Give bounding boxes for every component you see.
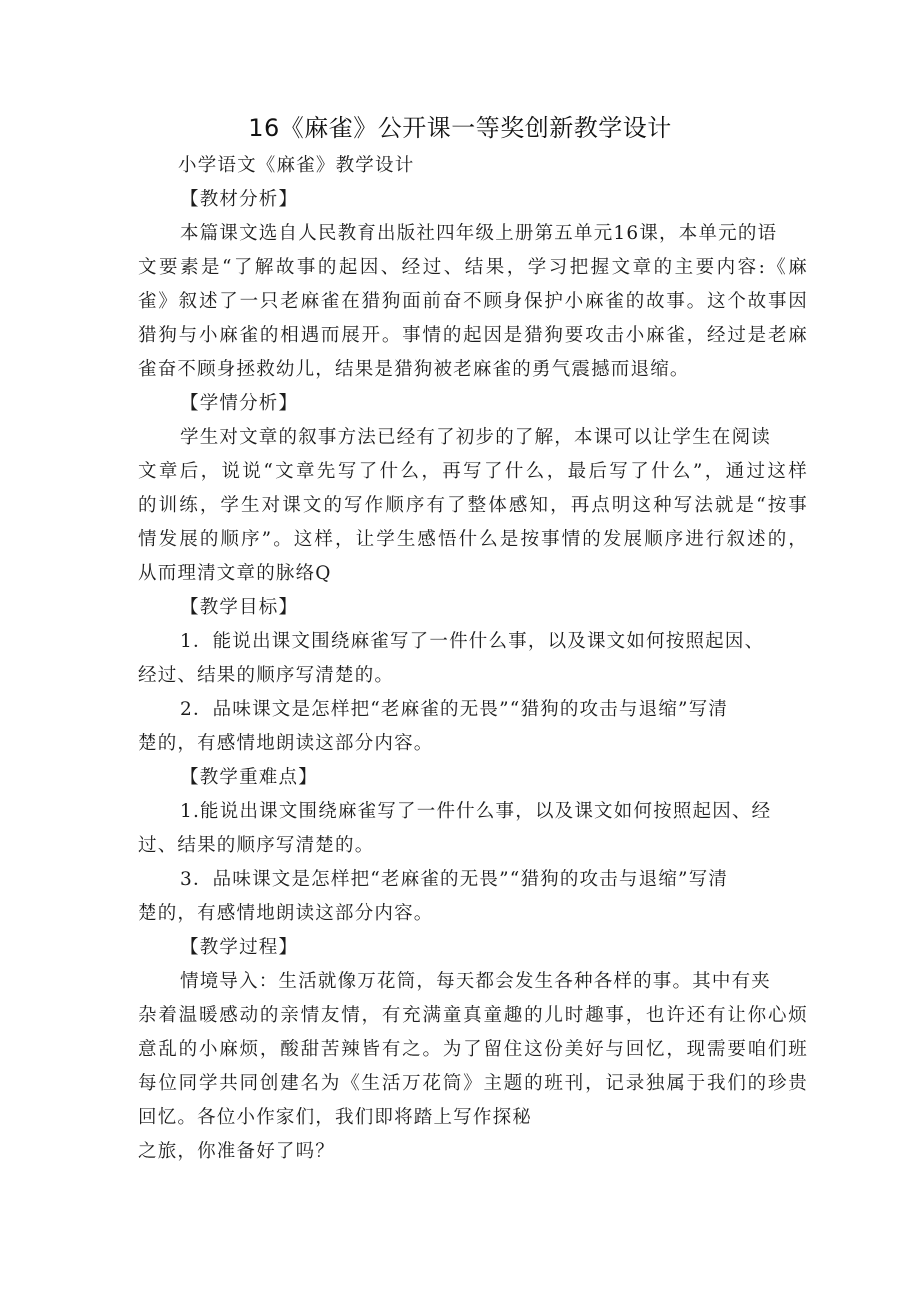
paragraph-line: 之旅，你准备好了吗？ (138, 1141, 336, 1162)
paragraph-line: 楚的，有感情地朗读这部分内容。 (138, 903, 434, 924)
paragraph-line: 每位同学共同创建名为《生活万花筒》主题的班刊，记录独属于我们的珍贵 (138, 1073, 808, 1094)
paragraph-line: 的训练，学生对课文的写作顺序有了整体感知，再点明这种写法就是“按事 (138, 495, 808, 516)
section-heading-learner-analysis: 【学情分析】 (180, 393, 299, 414)
paragraph-line: 1.能说出课文围绕麻雀写了一件什么事，以及课文如何按照起因、经 (180, 801, 772, 822)
paragraph-line: 回忆。各位小作家们，我们即将踏上写作探秘 (138, 1107, 533, 1128)
paragraph-line: 雀奋不顾身拯救幼儿，结果是猎狗被老麻雀的勇气震撼而退缩。 (138, 359, 690, 380)
section-heading-textbook-analysis: 【教材分析】 (180, 189, 299, 210)
paragraph-line: 经过、结果的顺序写清楚的。 (138, 665, 395, 686)
paragraph-line: 从而理清文章的脉络Q (138, 563, 332, 584)
paragraph-line: 楚的，有感情地朗读这部分内容。 (138, 733, 434, 754)
paragraph-line: 过、结果的顺序写清楚的。 (138, 835, 375, 856)
section-heading-teaching-goals: 【教学目标】 (180, 597, 299, 618)
document-title: 16《麻雀》公开课一等奖创新教学设计 (248, 114, 672, 142)
paragraph-line: 1．能说出课文围绕麻雀写了一件什么事，以及课文如何按照起因、 (180, 631, 765, 652)
section-heading-key-points: 【教学重难点】 (180, 767, 318, 788)
paragraph-line: 雀》叙述了一只老麻雀在猎狗面前奋不顾身保护小麻雀的故事。这个故事因 (138, 291, 808, 312)
paragraph-line: 意乱的小麻烦，酸甜苦辣皆有之。为了留住这份美好与回忆，现需要咱们班 (138, 1039, 808, 1060)
paragraph-line: 杂着温暖感动的亲情友情，有充满童真童趣的儿时趣事，也许还有让你心烦 (138, 1005, 808, 1026)
paragraph-line: 文要素是“了解故事的起因、经过、结果，学习把握文章的主要内容:《麻 (138, 257, 808, 278)
subtitle: 小学语文《麻雀》教学设计 (178, 155, 415, 176)
paragraph-line: 3．品味课文是怎样把“老麻雀的无畏”“猎狗的攻击与退缩”写清 (180, 869, 729, 890)
paragraph-line: 2．品味课文是怎样把“老麻雀的无畏”“猎狗的攻击与退缩”写清 (180, 699, 729, 720)
paragraph-line: 情境导入：生活就像万花筒，每天都会发生各种各样的事。其中有夹 (180, 971, 772, 992)
paragraph-line: 猎狗与小麻雀的相遇而展开。事情的起因是猎狗要攻击小麻雀，经过是老麻 (138, 325, 808, 346)
paragraph-line: 学生对文章的叙事方法已经有了初步的了解，本课可以让学生在阅读 (180, 427, 772, 448)
paragraph-line: 情发展的顺序”。这样，让学生感悟什么是按事情的发展顺序进行叙述的， (138, 529, 808, 550)
section-heading-teaching-process: 【教学过程】 (180, 937, 299, 958)
paragraph-line: 本篇课文选自人民教育出版社四年级上册第五单元16课，本单元的语 (180, 223, 778, 244)
paragraph-line: 文章后，说说“文章先写了什么，再写了什么，最后写了什么”，通过这样 (138, 461, 808, 482)
